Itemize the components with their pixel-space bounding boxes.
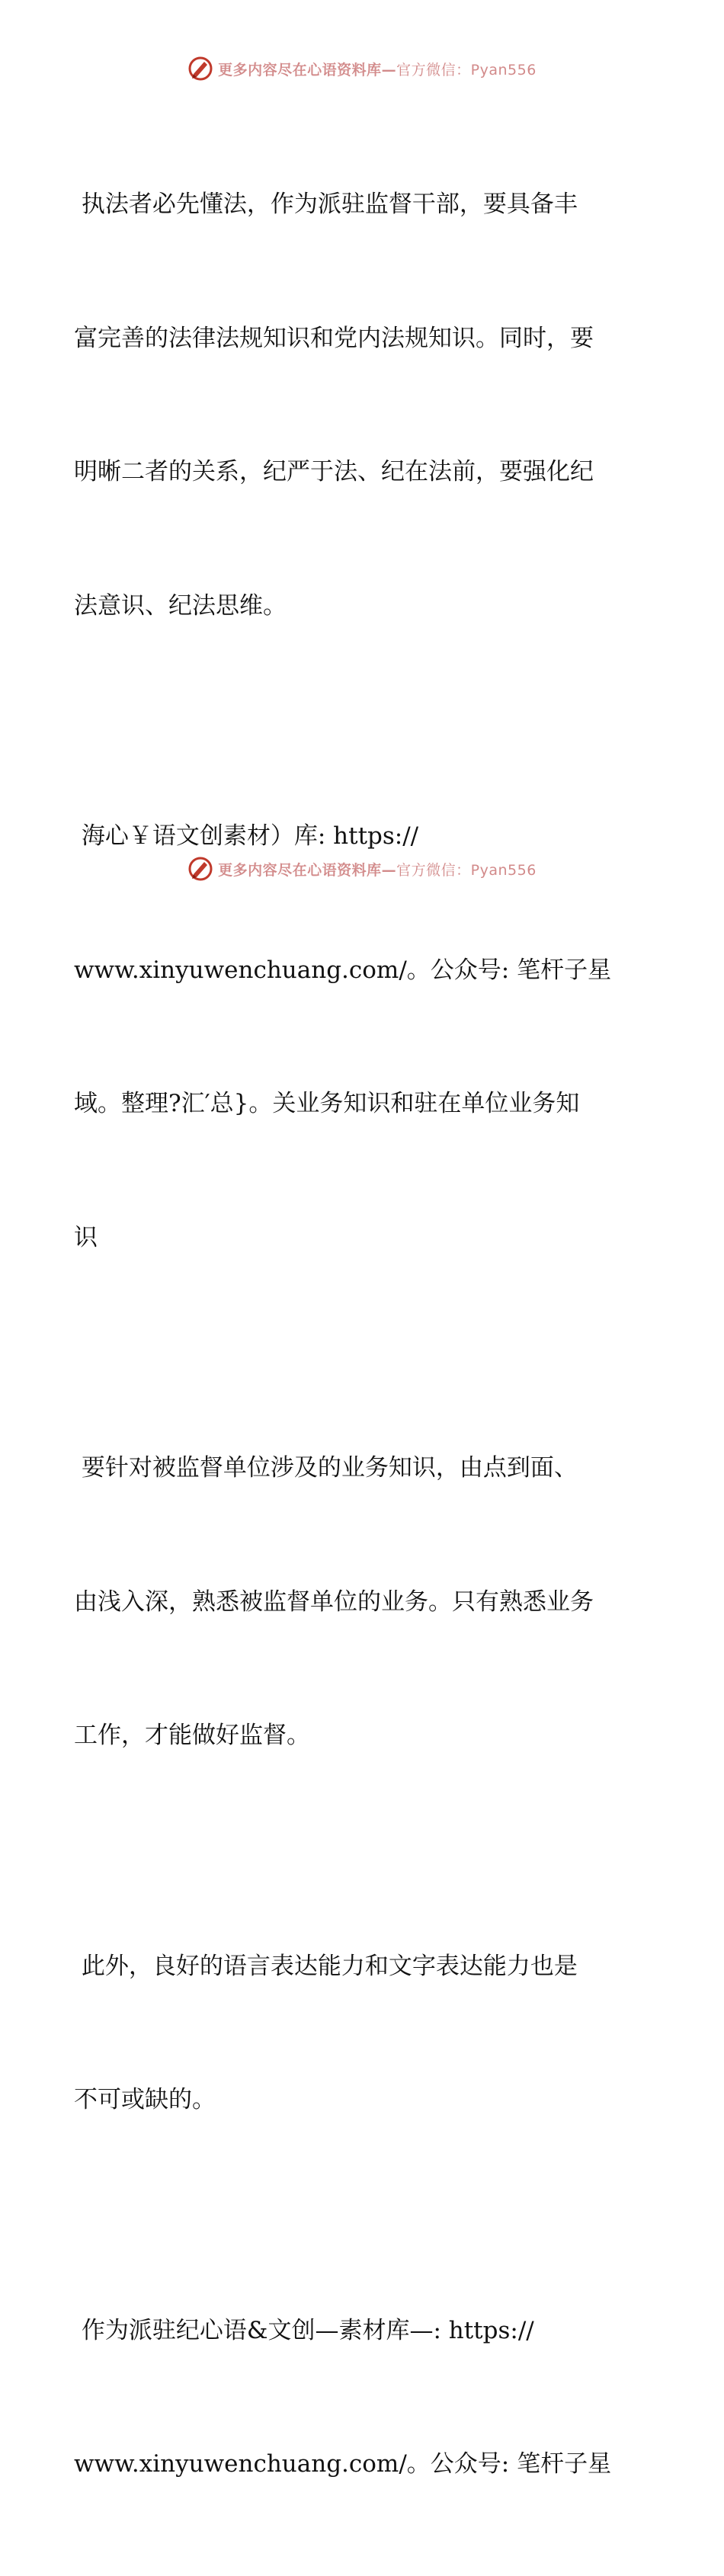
paragraph-line: 海心￥语文创素材）库: https:// — [74, 822, 419, 850]
document-body — [74, 93, 653, 2576]
paragraph-line: www.xinyuwenchuang.com/。公众号: 笔杆子星 — [74, 2450, 612, 2478]
paragraph-5 — [74, 2219, 653, 2576]
paragraph-line: 域。整理?汇′总}。关业务知识和驻在单位业务知 — [74, 1090, 580, 1117]
paragraph-line: 作为派驻纪心语&文创—素材库—: https:// — [74, 2316, 534, 2344]
footer-banner-text: 更多内容尽在心语资料库—官方微信：Pyan556 — [218, 861, 537, 879]
paragraph-line: 工作，才能做好监督。 — [74, 1722, 310, 1749]
paragraph-1 — [74, 93, 653, 717]
paragraph-line: 富完善的法律法规知识和党内法规知识。同时，要 — [74, 324, 594, 352]
footer-banner — [0, 854, 724, 884]
paragraph-line: 不可或缺的。 — [74, 2086, 216, 2113]
footer-wechat: 官方微信：Pyan556 — [396, 861, 537, 879]
pen-logo-icon — [187, 56, 213, 82]
pen-logo-icon — [187, 856, 213, 882]
paragraph-3 — [74, 1357, 653, 1847]
paragraph-4 — [74, 1855, 653, 2212]
paragraph-2 — [74, 725, 653, 1349]
paragraph-line: www.xinyuwenchuang.com/。公众号: 笔杆子星 — [74, 956, 612, 984]
paragraph-line: 此外，良好的语言表达能力和文字表达能力也是 — [74, 1952, 578, 1980]
paragraph-line: 由浅入深，熟悉被监督单位的业务。只有熟悉业务 — [74, 1588, 594, 1616]
header-banner-text: 更多内容尽在心语资料库—官方微信：Pyan556 — [218, 61, 537, 78]
paragraph-line: 法意识、纪法思维。 — [74, 591, 287, 620]
paragraph-line: 识 — [74, 1223, 98, 1251]
header-wechat: 官方微信：Pyan556 — [396, 61, 537, 78]
paragraph-line: 要针对被监督单位涉及的业务知识，由点到面、 — [74, 1454, 578, 1482]
paragraph-line: 执法者必先懂法，作为派驻监督干部，要具备丰 — [74, 191, 578, 218]
header-banner — [0, 53, 724, 84]
paragraph-line: 明晰二者的关系，纪严于法、纪在法前，要强化纪 — [74, 458, 594, 485]
